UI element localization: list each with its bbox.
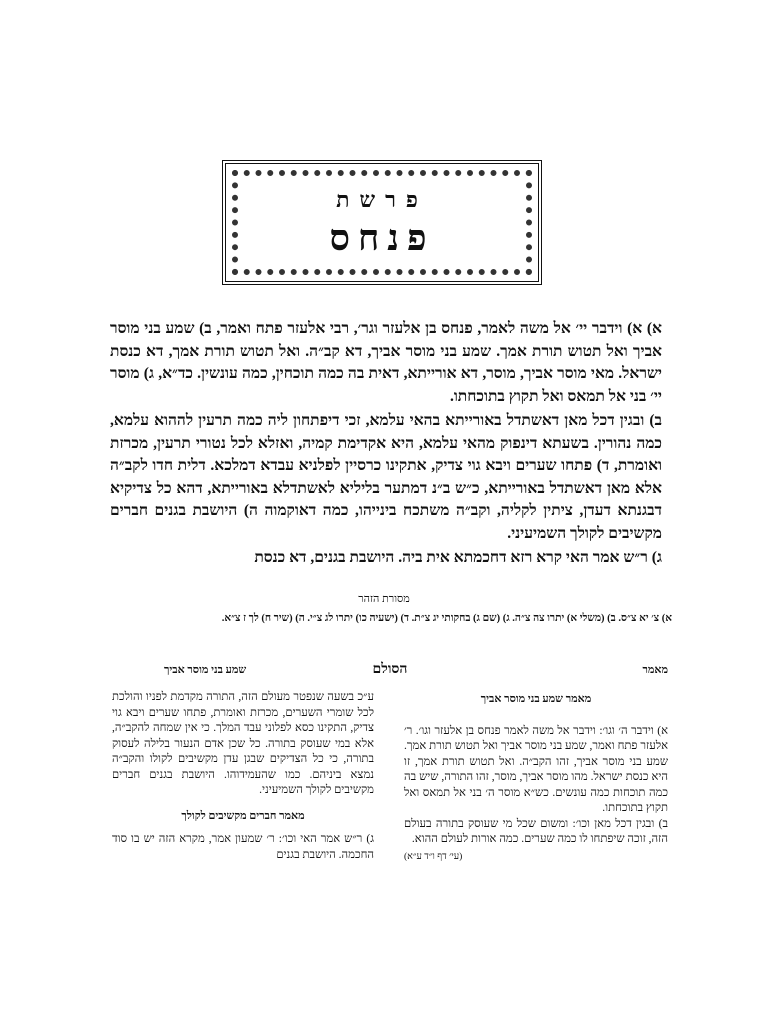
commentary-right-paragraph-1: א) וידבר ה׳ וגו׳: וידבר אל משה לאמר פנחס בן אלעזר וגו׳. ר׳ אלעזר פתח ואמר, שמע בני מוסר אביך ואל תטוש תורת אמך. שמע בני מוסר אביך, זהו הקב״ה. ואל תטוש תורת אמך, זו היא כנסת ישראל. מהו מוסר אביך, מוסר, זהו התורה, שיש בה כמה תוכחות כמה עונשים. כש״א מוסר ה׳ בני אל תמאס ואל תקוץ בתוכחתו. [404, 724, 668, 814]
main-paragraph-3: ג) ר״ש אמר האי קרא רזא דחכמתא אית ביה. היושבת בגנים, דא כנסת [254, 549, 662, 566]
title-frame [222, 160, 542, 285]
commentary-right-footnote: (עי׳ דף ו״ד ע״א) [404, 851, 463, 862]
commentary-right-column [404, 692, 668, 865]
commentary-left-paragraph-2: ג) ר״ש אמר האי וכו׳: ר׳ שמעון אמר, מקרא הזה יש בו סוד החכמה. היושבת בגנים [112, 833, 374, 861]
zohar-main-text [110, 318, 662, 570]
parasha-title: פנחס [329, 217, 435, 258]
main-paragraph-2: ב) ובגין דכל מאן דאשתדל באורייתא בהאי עלמא, זכי דיפתחון ליה כמה תרעין לההוא עלמא, כמה נהורין. בשעתא דינפוק מהאי עלמא, היא אקדימת קמיה, ואזלא לכל נטורי תרעין, מכרזת ואומרת, ד) פתחו שערים ויבא גוי צדיק, אתקינו כרסיין לפלניא עבדא דמלכא. דלית חדו לקב״ה אלא מאן דאשתדל באורייתא, כ״ש ב״נ דמתער בליליא לאשתדלא באורייתא, דהא כל צדיקיא דבגנתא דעדן, ציתין לקליה, וקב״ה משתכח בינייהו, כמה דאוקמוה ה) היושבת בגנים חברים מקשיבים לקולך השמיעיני. [110, 412, 662, 542]
commentary-left-paragraph-1: ע״כ בשעה שנפטר מעולם הזה, התורה מקדמת לפניו והולכת לכל שומרי השערים, מכרזת ואומרת, פתחו שערים ויבא גוי צדיק, התקינו כסא לפלוני עבד המלך. כי אין שמחה להקב״ה, אלא במי שעוסק בתורה. כל שכן אדם הנעור בלילה לעסוק בתורה, כי כל הצדיקים שבגן עדן מקשיבים לקולו והקב״ה נמצא ביניהם. כמו שהעמידוהו. היושבת בגנים חברים מקשיבים לקולך השמיעיני. [112, 691, 374, 796]
commentary-header [112, 664, 668, 680]
commentary-right-paragraph-2: ב) ובגין דכל מאן וכו׳: ומשום שכל מי שעוסק בתורה בעולם הזה, זוכה שיפתחו לו כמה שערים. כמה אורות לעולם ההוא. [404, 817, 668, 845]
parasha-label: פרשת [336, 186, 428, 212]
commentary-right-subheading: מאמר שמע בני מוסר אביך [480, 693, 592, 705]
commentary-left-column [112, 690, 374, 863]
commentary-header-right: מאמר [642, 664, 668, 676]
commentary-header-left: שמע בני מוסר אביך [164, 664, 247, 676]
masoret-text: א) צ׳ יא צ״ס. ב) (משלי א) יתרו צה צ״ה. ג) (שם ג) בחקותי יג צ״ת. ד) (ישעיה כו) יתרו לג צ״י. ה) (שיר ח) לך ז צ״א. [221, 613, 672, 624]
main-paragraph-1: א) א) וידבר יי׳ אל משה לאמר, פנחס בן אלעזר וגר׳, רבי אלעזר פתח ואמר, ב) שמע בני מוסר אביך ואל תטוש תורת אמך. שמע בני מוסר אביך, דא קב״ה. ואל תטוש תורת אמך, דא כנסת ישראל. מאי מוסר אביך, מוסר, דא אורייתא, דאית בה כמה תוכחין, כמה עונשין. כד״א, ג) מוסר יי׳ בני אל תמאס ואל תקוץ בתוכחתו. [110, 320, 662, 405]
commentary-left-subheading: מאמר חברים מקשיבים לקולך [181, 809, 305, 822]
commentary-header-center: הסולם [372, 662, 408, 677]
masoret-title: מסורת הזהר [358, 593, 410, 605]
title-ornament-border [232, 170, 532, 275]
